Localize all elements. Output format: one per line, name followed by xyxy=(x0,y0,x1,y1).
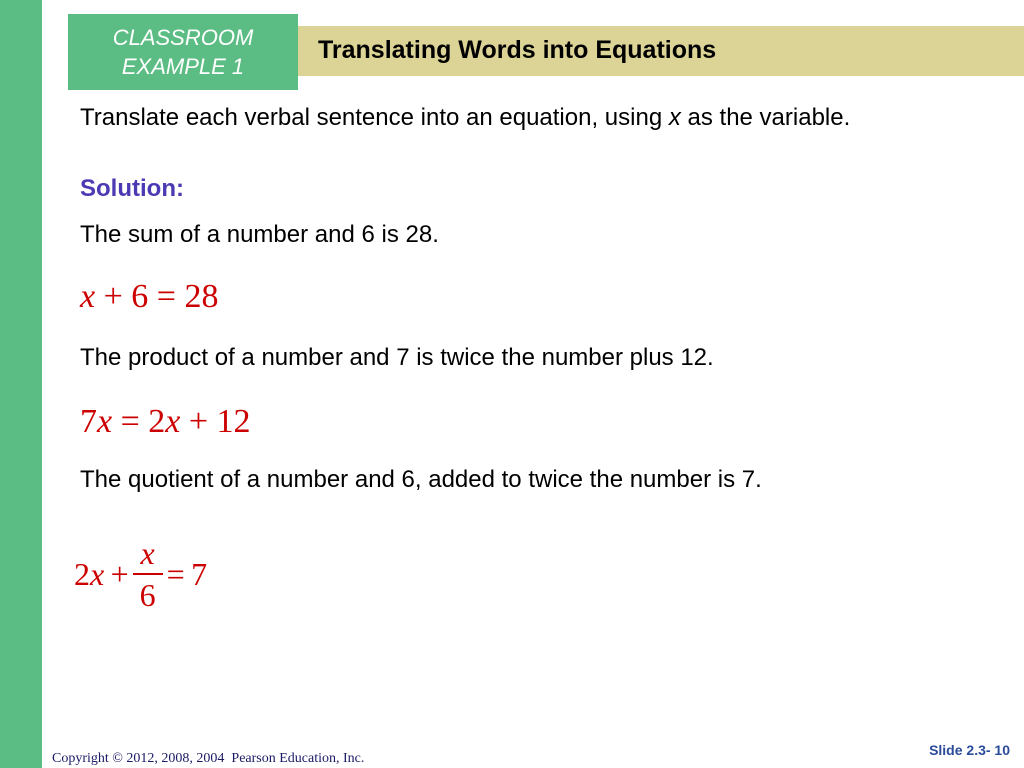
instruction-text-end: as the variable. xyxy=(680,104,851,131)
sentence-2: The product of a number and 7 is twice the number plus 12. xyxy=(80,344,714,371)
copyright-footer: Copyright © 2012, 2008, 2004 Pearson Education, Inc. xyxy=(52,751,365,766)
sentence-3: The quotient of a number and 6, added to twice the number is 7. xyxy=(80,466,762,493)
sentence-1: The sum of a number and 6 is 28. xyxy=(80,221,439,248)
instruction-text-start: Translate each verbal sentence into an equation, using xyxy=(80,104,669,131)
badge-line-2: EXAMPLE 1 xyxy=(121,54,245,79)
equation-2: 7x = 2x + 12 xyxy=(80,403,251,440)
instruction-variable: x xyxy=(668,104,681,131)
slide-number: Slide 2.3- 10 xyxy=(929,742,1010,758)
slide-title: Translating Words into Equations xyxy=(318,36,717,64)
left-accent-bar xyxy=(0,0,42,768)
classroom-example-badge xyxy=(68,14,298,90)
fraction-x-over-6: $\frac{x}{6}$ xyxy=(133,536,163,612)
equation-3: 2x + $\frac{x}{6}$ = 7 xyxy=(74,535,208,613)
equation-1: x + 6 = 28 xyxy=(80,278,219,315)
badge-line-1: CLASSROOM xyxy=(112,25,254,50)
solution-label: Solution: xyxy=(80,175,184,202)
instruction-text xyxy=(80,101,960,135)
